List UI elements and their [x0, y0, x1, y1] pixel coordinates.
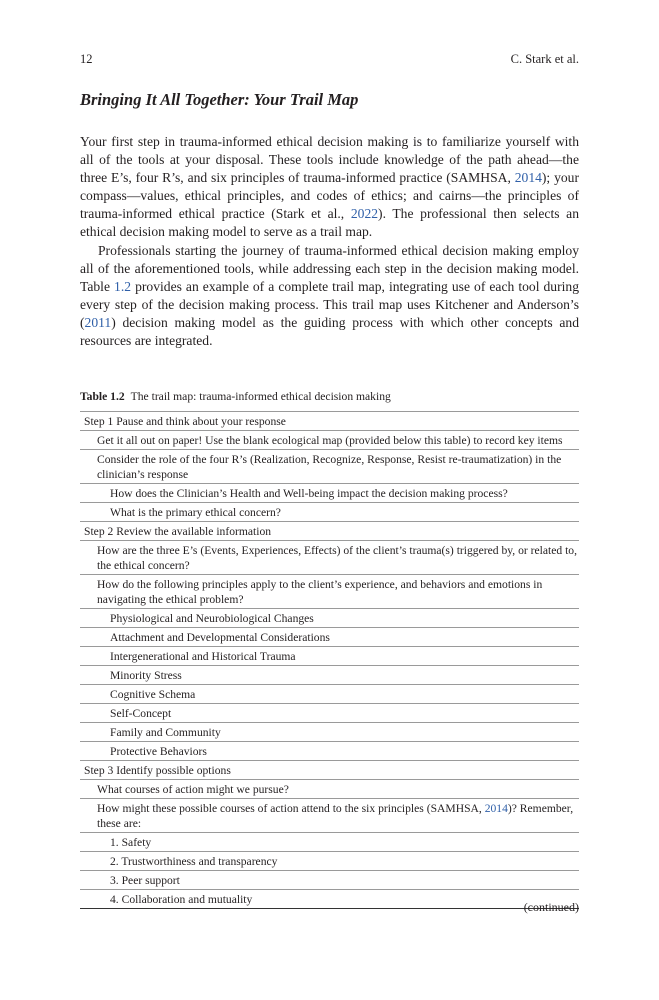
table-caption-text: The trail map: trauma-informed ethical decision making: [130, 390, 391, 403]
table-row: [80, 431, 579, 450]
paragraph: [80, 242, 579, 351]
table-row: [80, 628, 579, 647]
table-row: [80, 503, 579, 522]
citation-link[interactable]: 2011: [84, 314, 112, 330]
table-row: [80, 609, 579, 628]
text-span: 2. Trustworthiness and transparency: [110, 854, 278, 868]
text-span: How do the following principles apply to the client’s experience, and behaviors and emotions in navigating the ethical problem?: [97, 577, 543, 606]
text-span: ). The professional then selects an ethical decision making model to serve as a trail map.: [80, 206, 579, 240]
text-span: Minority Stress: [110, 668, 182, 682]
text-span: Your first step in trauma-informed ethical decision making is to familiarize yourself with all of the tools at your disposal. These tools include knowledge of the path ahead—the three E’s, four R’s, and six principles of trauma-informed practice (SAMHSA,: [80, 134, 579, 186]
table-row: [80, 833, 579, 852]
text-span: What courses of action might we pursue?: [97, 782, 289, 796]
text-span: ); your compass—values, ethical principles, and codes of ethics; and cairns—the principles of trauma-informed ethical practice (Stark et al.,: [80, 170, 579, 222]
text-span: Self-Concept: [110, 706, 172, 720]
text-span: ) decision making model as the guiding process with which other concepts and resources are integrated.: [80, 314, 579, 349]
table-row: [80, 780, 579, 799]
text-span: 1. Safety: [110, 835, 152, 849]
text-span: Intergenerational and Historical Trauma: [110, 649, 296, 663]
text-span: )? Remember, these are:: [97, 801, 574, 830]
text-span: Protective Behaviors: [110, 744, 207, 758]
table-row: [80, 799, 579, 833]
text-span: 4. Collaboration and mutuality: [110, 892, 253, 906]
table-row: [80, 871, 579, 890]
trail-map-table: [80, 411, 579, 909]
table-row: [80, 742, 579, 761]
table-row: [80, 666, 579, 685]
running-header: [80, 52, 579, 67]
text-span: provides an example of a complete trail map, integrating use of each tool during every step of the decision making process. This trail map uses Kitchener and Anderson’s (: [80, 278, 579, 330]
citation-link[interactable]: 1.2: [114, 278, 132, 294]
section-title: Bringing It All Together: Your Trail Map: [80, 90, 359, 109]
table-caption: [80, 390, 391, 403]
text-span: Step 2 Review the available information: [84, 524, 272, 538]
text-span: Family and Community: [110, 725, 221, 739]
citation-link[interactable]: 2014: [484, 801, 508, 815]
text-span: What is the primary ethical concern?: [110, 505, 281, 519]
text-span: Get it all out on paper! Use the blank ecological map (provided below this table) to record key items: [97, 433, 563, 447]
text-span: Step 1 Pause and think about your response: [84, 414, 286, 428]
table-row: [80, 541, 579, 575]
continued-note: (continued): [523, 900, 579, 914]
table-row: [80, 890, 579, 909]
table-step-row: [80, 761, 579, 780]
text-span: Consider the role of the four R’s (Realization, Recognize, Response, Resist re-traumatization) in the clinician’s response: [97, 452, 562, 481]
text-span: How are the three E’s (Events, Experiences, Effects) of the client’s trauma(s) triggered by, or related to, the ethical concern?: [97, 543, 577, 572]
table-row: [80, 852, 579, 871]
running-authors: C. Stark et al.: [510, 52, 579, 66]
text-span: Step 3 Identify possible options: [84, 763, 231, 777]
paragraph: [80, 133, 579, 242]
table-row: [80, 484, 579, 503]
citation-link[interactable]: 2014: [514, 170, 542, 186]
table-step-row: [80, 522, 579, 541]
table-label: Table 1.2: [80, 390, 125, 403]
table-row: [80, 450, 579, 484]
page-number: 12: [80, 52, 93, 66]
text-span: Cognitive Schema: [110, 687, 196, 701]
table-row: [80, 647, 579, 666]
text-span: 3. Peer support: [110, 873, 180, 887]
text-span: Professionals starting the journey of trauma-informed ethical decision making employ all of the aforementioned tools, while addressing each step in the decision making model. Table: [80, 242, 579, 294]
table-row: [80, 704, 579, 723]
citation-link[interactable]: 2022: [350, 206, 379, 222]
text-span: Physiological and Neurobiological Changes: [110, 611, 314, 625]
body-text: [80, 133, 579, 350]
text-span: Attachment and Developmental Considerations: [110, 630, 330, 644]
text-span: How does the Clinician’s Health and Well-being impact the decision making process?: [110, 486, 508, 500]
table-step-row: [80, 412, 579, 431]
table-row: [80, 575, 579, 609]
table-row: [80, 723, 579, 742]
text-span: How might these possible courses of action attend to the six principles (SAMHSA,: [97, 801, 485, 815]
table-row: [80, 685, 579, 704]
